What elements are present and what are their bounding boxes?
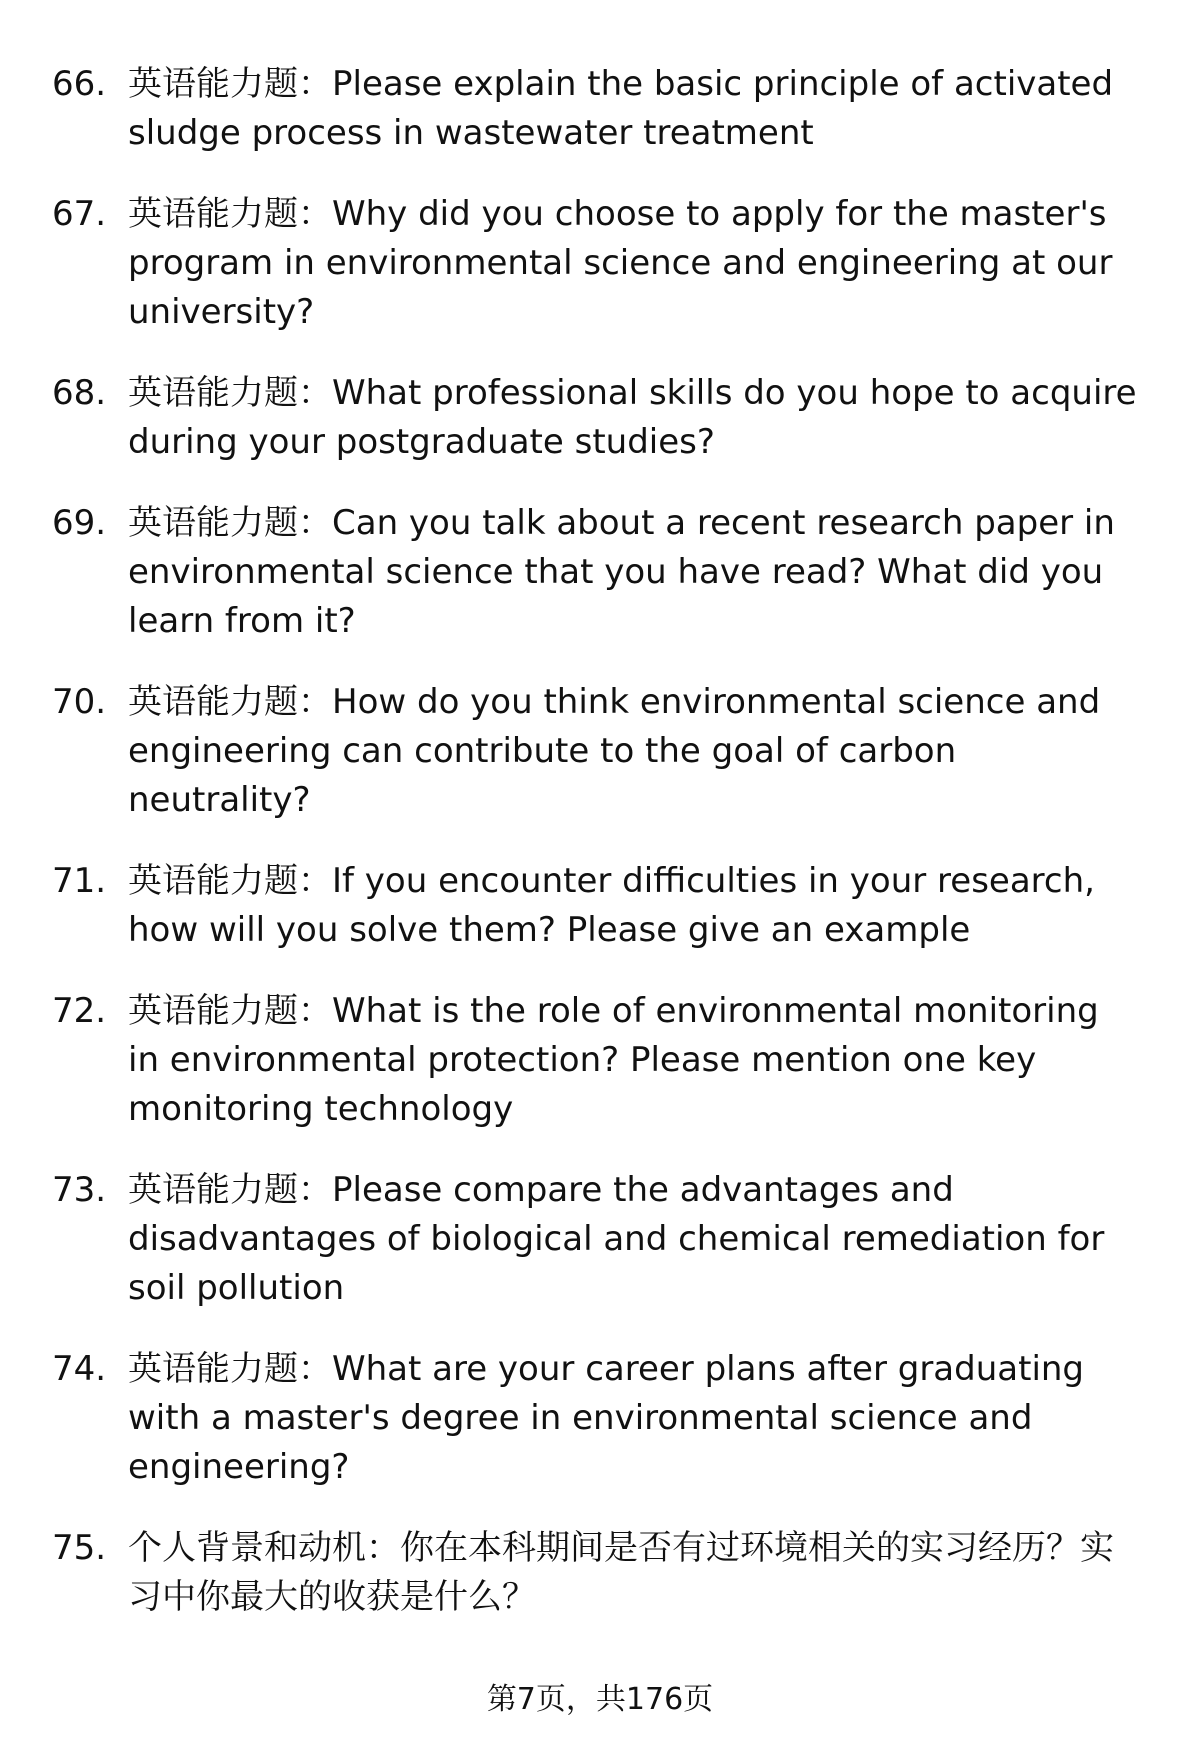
question-text: What is the role of environmental monitoring in environmental protection? Please mention one key monitoring technology bbox=[128, 991, 1099, 1129]
question-number: 73. bbox=[52, 1170, 107, 1210]
question-text: Please compare the advantages and disadvantages of biological and chemical remediation for soil pollution bbox=[128, 1170, 1105, 1308]
question-text: If you encounter difficulties in your research, how will you solve them? Please give an example bbox=[128, 861, 1095, 950]
question-text: Please explain the basic principle of activated sludge process in wastewater treatment bbox=[128, 64, 1114, 153]
question-category: 个人背景和动机： bbox=[128, 1528, 400, 1568]
question-body bbox=[128, 1166, 1140, 1313]
question-number: 67. bbox=[52, 194, 107, 234]
question-item bbox=[52, 190, 1140, 337]
question-text: What professional skills do you hope to acquire during your postgraduate studies? bbox=[128, 373, 1137, 462]
question-list bbox=[52, 60, 1140, 1622]
question-text: 你在本科期间是否有过环境相关的实习经历？实习中你最大的收获是什么？ bbox=[128, 1528, 1114, 1617]
question-body bbox=[128, 369, 1140, 467]
question-category: 英语能力题： bbox=[128, 682, 332, 722]
question-category: 英语能力题： bbox=[128, 373, 332, 413]
question-item bbox=[52, 1345, 1140, 1492]
question-item bbox=[52, 1524, 1140, 1622]
question-item bbox=[52, 499, 1140, 646]
question-number: 70. bbox=[52, 682, 107, 722]
question-item bbox=[52, 1166, 1140, 1313]
question-category: 英语能力题： bbox=[128, 991, 332, 1031]
question-number: 75. bbox=[52, 1528, 107, 1568]
question-item bbox=[52, 987, 1140, 1134]
page-number-footer: 第7页，共176页 bbox=[486, 1682, 714, 1717]
question-number: 69. bbox=[52, 503, 107, 543]
question-number: 66. bbox=[52, 64, 107, 104]
question-body bbox=[128, 60, 1140, 158]
question-body bbox=[128, 987, 1140, 1134]
question-category: 英语能力题： bbox=[128, 503, 332, 543]
question-body bbox=[128, 1524, 1140, 1622]
question-category: 英语能力题： bbox=[128, 1349, 332, 1389]
question-body bbox=[128, 857, 1140, 955]
question-text: Why did you choose to apply for the master's program in environmental science and engineering at our university? bbox=[128, 194, 1113, 332]
question-body bbox=[128, 678, 1140, 825]
question-number: 72. bbox=[52, 991, 107, 1031]
question-item bbox=[52, 60, 1140, 158]
question-category: 英语能力题： bbox=[128, 194, 332, 234]
question-category: 英语能力题： bbox=[128, 861, 332, 901]
question-body bbox=[128, 190, 1140, 337]
question-item bbox=[52, 678, 1140, 825]
question-number: 68. bbox=[52, 373, 107, 413]
question-item bbox=[52, 857, 1140, 955]
question-category: 英语能力题： bbox=[128, 1170, 332, 1210]
question-text: How do you think environmental science and engineering can contribute to the goal of carbon neutrality? bbox=[128, 682, 1101, 820]
question-body bbox=[128, 1345, 1140, 1492]
question-item bbox=[52, 369, 1140, 467]
question-number: 71. bbox=[52, 861, 107, 901]
question-text: What are your career plans after graduating with a master's degree in environmental science and engineering? bbox=[128, 1349, 1085, 1487]
question-body bbox=[128, 499, 1140, 646]
question-number: 74. bbox=[52, 1349, 107, 1389]
question-text: Can you talk about a recent research paper in environmental science that you have read? What did you learn from it? bbox=[128, 503, 1115, 641]
question-category: 英语能力题： bbox=[128, 64, 332, 104]
